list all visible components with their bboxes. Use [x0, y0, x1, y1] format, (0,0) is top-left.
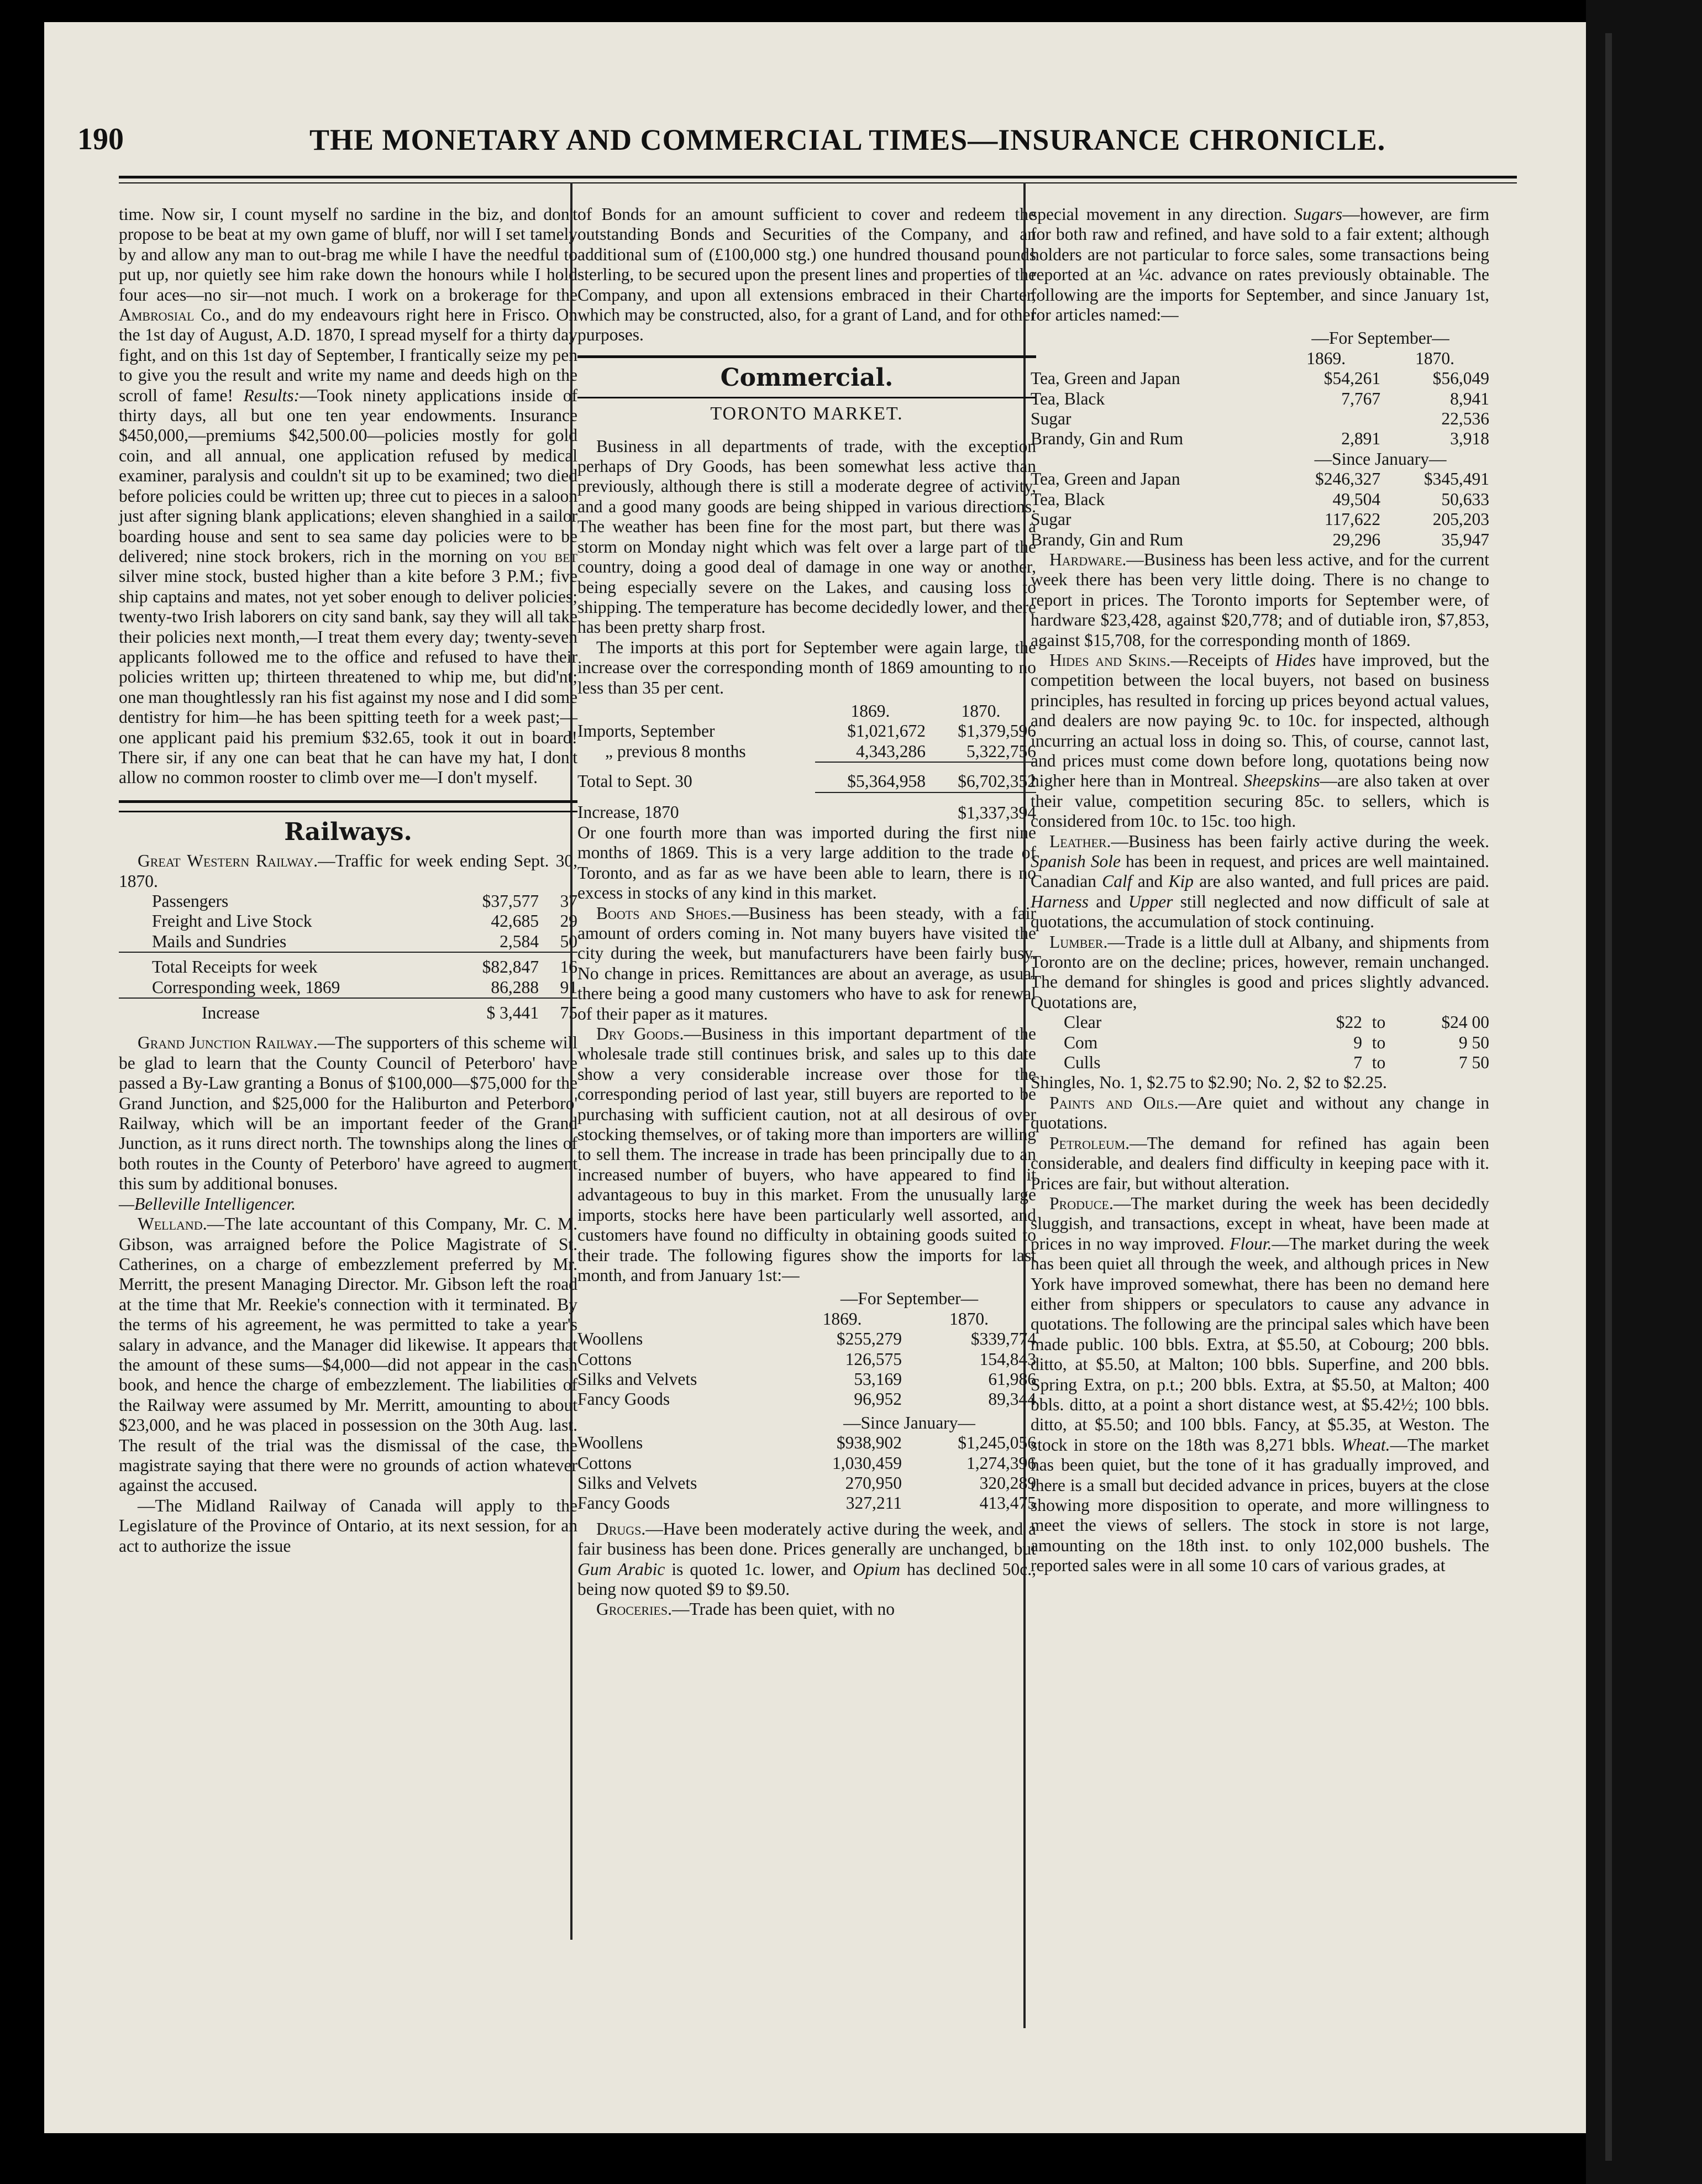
lumber-table — [1031, 1012, 1489, 1073]
table-row: Brandy, Gin and Rum 29,296 35,947 — [1031, 529, 1489, 549]
table-row: —For September— — [840, 1289, 979, 1309]
welland-paragraph: Welland.—The late accountant of this Company, Mr. C. M. Gibson, was arraigned before the Police Magistrate of St. Catherines, on a charge of embezzlement preferred by Mr. Merritt, the present Managing Director. Mr. Gibson left the road at the time that Mr. Reekie's connection with it terminated. By the terms of his agreement, he was permitted to take a year's salary in advance, and the Manager did likewise. It appears that the amount of these sums—$4,000—did not appear in the cash book, and hence the charge of embezzlement. The liabilities of the Railway were assumed by Mr. Merritt, amounting to about $23,000, and he was placed in possession on the 30th Aug. last. The result of the trial was the dismissal of the case, the magistrate saying that there were no grounds of action whatever against the accused. — [119, 1214, 577, 1495]
table-row: Brandy, Gin and Rum 2,891 3,918 — [1031, 429, 1489, 449]
table-row: —Since January— — [1314, 449, 1447, 469]
table-row: Total Receipts for week $82,847 16 — [119, 952, 577, 977]
section-rule — [119, 800, 577, 803]
hardware-paragraph: Hardware.—Business has been less active, and for the current week there has been very little doing. There is no change to report in prices. The Toronto imports for September were, of hardware $23,428, against $20,778; and of dutiable iron, $7,853, against $15,708, for the corresponding month of 1869. — [1031, 549, 1489, 650]
groceries-continued: special movement in any direction. Sugars—however, are firm for both raw and refined, and have sold to a fair extent; although holders are not particular to force sales, some transactions being reported at an ¼c. advance on rates previously obtainable. The following are the imports for September, and since January 1st, for articles named:— — [1031, 204, 1489, 325]
table-row: Fancy Goods 96,952 89,344 — [577, 1389, 1036, 1409]
table-row: —For September— — [1311, 328, 1449, 348]
header-rule — [119, 176, 1517, 179]
table-row: Sugar 117,622 205,203 — [1031, 510, 1489, 529]
table-row: Culls 7 to 7 50 — [1064, 1053, 1489, 1073]
boots-paragraph: Boots and Shoes.—Business has been steady, with a fair amount of orders coming in. Not many buyers have visited the city during the week, but manufacturers have been fairly busy. No change in prices. Remittances are about an average, as usual there being a good many customers who have to ask for renewal of their paper as it matures. — [577, 903, 1036, 1023]
table-row: Cottons 126,575 154,843 — [577, 1349, 1036, 1369]
shingles-line: Shingles, No. 1, $2.75 to $2.90; No. 2, $2 to $2.25. — [1031, 1073, 1387, 1093]
table-row: Tea, Black 7,767 8,941 — [1031, 389, 1489, 408]
table-row: Sugar 22,536 — [1031, 409, 1489, 429]
midland-paragraph: —The Midland Railway of Canada will apply to the Legislature of the Province of Ontario, at its next session, for an act to authorize the issue — [119, 1495, 577, 1556]
toronto-market-heading: TORONTO MARKET. — [710, 403, 903, 424]
table-row: Total to Sept. 30 $5,364,958 $6,702,352 — [577, 762, 1036, 792]
table-row: Fancy Goods 327,211 413,475 — [577, 1493, 1036, 1513]
grand-junction-paragraph: Grand Junction Railway.—The supporters of this scheme will be glad to learn that the County Council of Peterboro' have passed a By-Law granting a Bonus of $100,000—$75,000 for the Grand Junction, and $25,000 for the Haliburton and Peterboro' Railway, which will be an important feeder of the Grand Junction, as it runs direct north. The townships along the lines of both routes in the County of Peterboro' have agreed to augment this sum by additional bonuses. — [119, 1033, 577, 1194]
groceries-paragraph: Groceries.—Trade has been quiet, with no — [596, 1599, 895, 1619]
scan-edge — [1586, 0, 1702, 2184]
lumber-paragraph: Lumber.—Trade is a little dull at Albany, and shipments from Toronto are on the decline; prices, however, remain unchanged. The demand for shingles is good and prices slightly advanced. Quotations are, — [1031, 932, 1489, 1012]
table-row: Mails and Sundries 2,584 50 — [152, 931, 577, 951]
produce-paragraph: Produce.—The market during the week has been decidedly sluggish, and transactions, except in wheat, have been made at prices in no way improved. Flour.—The market during the week has been quiet all through the week, and although prices in New York have improved somewhat, there has been no demand here either from shippers or speculators to cause any advance in quotations. The following are the principal sales which have been made public. 100 bbls. Extra, at $5.50, at Cobourg; 200 bbls. ditto, at $5.50, at Malton; 100 bbls. Superfine, and 200 bbls. Spring Extra, on p.t.; 200 bbls. Extra, at $5.50, at Malton; 400 bbls. ditto, at a point a short distance west, at $5.42½; 100 bbls. ditto, at $5.50; and 100 bbls. Fancy, at $5.35, at Weston. The stock in store on the 18th was 8,271 bbls. Wheat.—The market has been quiet, but the tone of it has gradually improved, and there is a small but decided advance in prices, buyers at the close showing more disposition to operate, and more willingness to meet the views of sellers. The stock in store is not large, amounting on the 18th inst. to only 102,000 bushels. The reported sales were in all some 10 cars of various grades, at — [1031, 1193, 1489, 1576]
table-row: —Since January— — [843, 1413, 975, 1432]
header-rule-thin — [119, 182, 1517, 183]
grand-junction-source: —Belleville Intelligencer. — [119, 1194, 296, 1214]
great-western-traffic-table — [119, 891, 577, 1023]
table-row: 1869. 1870. — [1306, 348, 1454, 368]
column-1 — [119, 204, 577, 1556]
railways-heading: Railways. — [284, 817, 412, 846]
table-row: Tea, Black 49,504 50,633 — [1031, 489, 1489, 509]
scan-edge-line — [1605, 33, 1612, 2161]
column-3 — [1031, 204, 1489, 1576]
table-row: 1869. 1870. — [822, 1309, 989, 1329]
section-rule-thin — [119, 811, 577, 812]
midland-continued: of Bonds for an amount sufficient to cover and redeem the outstanding Bonds and Securities of the Company, and an additional sum of (£100,000 stg.) one hundred thousand pounds sterling, to be secured upon the present lines and properties of the Company, and upon all extensions embraced in their Charter, which may be constructed, also, for a grant of Land, and for other purposes. — [577, 204, 1036, 345]
leather-paragraph: Leather.—Business has been fairly active during the week. Spanish Sole has been in request, and prices are well maintained. Canadian Calf and Kip are also wanted, and full prices are paid. Harness and Upper still neglected and now difficult of sale at quotations, the accumulation of stock continuing. — [1031, 831, 1490, 932]
table-row: Silks and Velvets 53,169 61,986 — [577, 1369, 1036, 1389]
running-title: THE MONETARY AND COMMERCIAL TIMES—INSURANCE CHRONICLE. — [309, 123, 1386, 156]
page-number: 190 — [77, 122, 124, 156]
table-row: „ previous 8 months 4,343,286 5,322,756 — [605, 741, 1036, 762]
commercial-heading: Commercial. — [720, 363, 894, 392]
paints-paragraph: Paints and Oils.—Are quiet and without any change in quotations. — [1031, 1093, 1489, 1133]
drugs-paragraph: Drugs.—Have been moderately active during the week, and a fair business has been done. Prices generally are unchanged, but Gum Arabic is quoted 1c. lower, and Opium has declined 50c., being now quoted $9 to $9.50. — [577, 1519, 1037, 1599]
imports-comment: Or one fourth more than was imported during the first nine months of 1869. This is a very large addition to the trade of Toronto, and as far as we have been able to learn, there is no excess in stocks of any kind in this market. — [577, 822, 1036, 903]
dry-goods-table — [577, 1289, 1036, 1513]
table-row: Passengers $37,577 37 — [152, 891, 577, 911]
imports-paragraph: The imports at this port for September were again large, the increase over the corresponding month of 1869 amounting to no less than 35 per cent. — [577, 637, 1036, 697]
table-row: Cottons 1,030,459 1,274,396 — [577, 1453, 1036, 1473]
table-row: Increase, 1870 $1,337,394 — [577, 792, 1036, 823]
table-row: Silks and Velvets 270,950 320,289 — [577, 1473, 1036, 1493]
table-row: Woollens $938,902 $1,245,056 — [577, 1433, 1036, 1453]
section-rule — [577, 355, 1036, 358]
table-row: Com 9 to 9 50 — [1064, 1032, 1489, 1052]
hides-paragraph: Hides and Skins.—Receipts of Hides have improved, but the competition between the local buyers, not based on business principles, has resulted in forcing up prices beyond actual values, and dealers are now paying 9c. to 10c. for inspected, although incurring an actual loss in doing so. This, of course, cannot last, and prices must come down before long, quotations being now higher here than in Montreal. Sheepskins—are also taken at over their value, competition securing 85c. to sellers, which is considered from 10c. to 15c. too high. — [1031, 650, 1490, 831]
table-row: 1869. 1870. — [850, 701, 1001, 721]
table-row: Tea, Green and Japan $54,261 $56,049 — [1031, 369, 1489, 389]
section-rule-thin — [577, 397, 1036, 398]
table-row: Corresponding week, 1869 86,288 91 — [152, 977, 577, 997]
petroleum-paragraph: Petroleum.—The demand for refined has again been considerable, and dealers find difficulty in keeping pace with it. Prices are fair, but without alteration. — [1031, 1133, 1489, 1193]
market-paragraph: Business in all departments of trade, with the exception perhaps of Dry Goods, has been somewhat less active than previously, although there is still a moderate degree of activity, and a good many goods are being shipped in various directions. The weather has been fine for the most part, but there was a storm on Monday night which was felt over a large part of the country, doing a good deal of damage in one way or another, being especially severe on the Lakes, and causing loss to shipping. The temperature has become decidedly lower, and there has been pretty sharp frost. — [577, 436, 1036, 637]
dry-goods-paragraph: Dry Goods.—Business in this important department of the wholesale trade still continues brisk, and sales up to this date show a very considerable increase over those for the corresponding period of last year, still buyers are reported to be purchasing with sufficient caution, not at all desirous of over stocking themselves, or of taking more than importers are willing to sell them. The increase in trade has been principally due to an increased number of buyers, who have appeared to find it advantageous to buy in this market. From the unusually large imports, stocks here have been particularly well assorted, and customers have found no difficulty in obtaining goods suited to their trade. The following figures show the imports for last month, and from January 1st:— — [577, 1024, 1036, 1285]
table-row: Imports, September $1,021,672 $1,379,596 — [577, 721, 1036, 741]
table-row: Tea, Green and Japan $246,327 $345,491 — [1031, 469, 1489, 489]
table-row: Freight and Live Stock 42,685 29 — [152, 911, 577, 931]
column-2 — [577, 204, 1036, 1620]
table-row: Increase $ 3,441 75 — [119, 998, 577, 1023]
letter-text: time. Now sir, I count myself no sardine in the biz, and don't propose to be beat at my own game of bluff, nor will I set tamely by and allow any man to out-brag me while I have the needful to put up, nor quietly see him rake down the honours while I hold four aces—no sir—not much. I work on a brokerage for the Ambrosial Co., and do my endeavours right here in Frisco. On the 1st day of August, A.D. 1870, I spread myself for a thirty day fight, and on this 1st day of September, I frantically seize my pen to give you the result and write my name and deeds high on the scroll of fame! Results:—Took ninety applications inside of thirty days, all but one ten year endowments. Insurance $450,000,—premiums $42,500.00—policies mostly for gold coin, and all annual, one application refused by medical examiner, paralysis and couldn't sit up to be examined; two died before policies could be written up; three cut to pieces in a saloon just after signing blank applications; eleven shanghied in a sailor boarding house and sent to sea same day policies were to be delivered; nine stock brokers, rich in the morning on you bet silver mine stock, busted higher than a kite before 3 P.M.; five ship captains and mates, not yet sober enough to deliver policies; twenty-two Irish laborers on city sand bank, say they will all take their policies next month,—I treat them every day; twenty-seven applicants followed me to the office and refused to have their policies written up; thirteen threatened to whip me, but did'nt; one man thoughtlessly ran his fist against my nose and I did some dentistry for him—he has been spitting teeth for a week past;—one applicant paid his premium $32.65, took it out in board! There sir, if any one can beat that he can have my hat, I don't allow no common rooster to climb over me—I don't myself. — [119, 204, 578, 788]
page-header — [77, 122, 1536, 166]
table-row: Clear $22 to $24 00 — [1064, 1012, 1489, 1032]
tea-sugar-table — [1031, 328, 1489, 549]
imports-table — [577, 701, 1036, 823]
great-western-paragraph: Great Western Railway.—Traffic for week ending Sept. 30, 1870. — [119, 851, 577, 891]
table-row: Woollens $255,279 $339,774 — [577, 1329, 1036, 1349]
